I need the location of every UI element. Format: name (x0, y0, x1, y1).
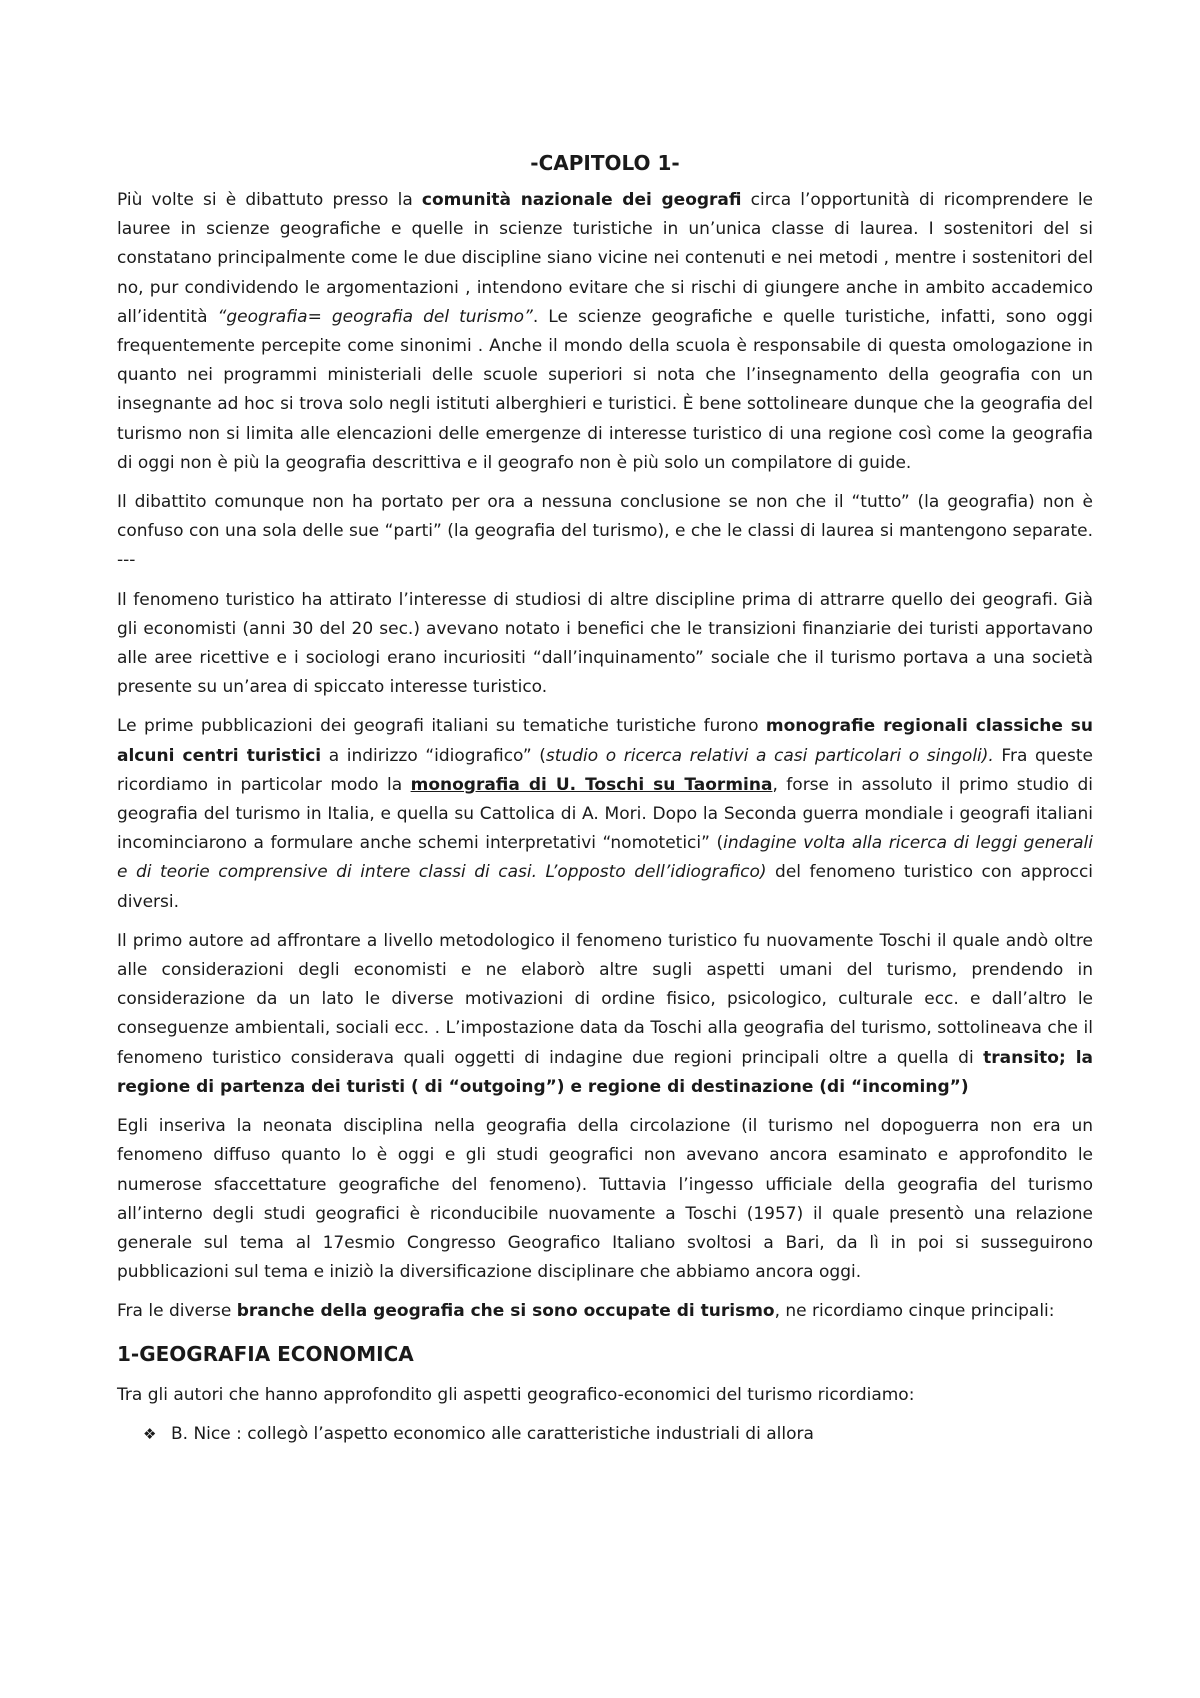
p4-italic-b: indagine volta alla ricerca di leggi generali e di teorie comprensive di intere classi di casi. L’opposto dell’idiografico) (117, 833, 1093, 883)
p4-text-c: a indirizzo “idiografico” ( (321, 745, 546, 766)
p4-bold-underlined: monografia di U. Toschi su Taormina (410, 774, 773, 795)
bullet-author: B. Nice : (171, 1423, 242, 1444)
p4-text-i: del fenomeno turistico con approcci diversi. (117, 862, 1094, 912)
bullet-text (171, 1420, 814, 1449)
paragraph-3: Il fenomeno turistico ha attirato l’interesse di studiosi di altre discipline prima di attrarre quello dei geografi. Già gli economisti (anni 30 del 20 sec.) avevano notato i benefici che le transizioni finanziarie dei turisti apportavano alle aree ricettive e i sociologi erano incuriositi “dall’inquinamento” sociale che il turismo portava a una società presente su un’area di spiccato interesse turistico. (117, 589, 1093, 698)
p1-italic: “geografia= geografia del turismo” (217, 306, 533, 327)
p4-italic-a: studio o ricerca relativi a casi particolari o singoli). (545, 745, 994, 766)
p1-text-a: Più volte si è dibattuto presso la (117, 190, 422, 210)
paragraph-7 (117, 1297, 1093, 1326)
p7-bold: branche della geografia che si sono occupate di turismo (236, 1301, 775, 1322)
p7-text-a: Fra le diverse (117, 1301, 237, 1322)
p1-text-c: . Le scienze geografiche e quelle turistiche, infatti, sono oggi frequentemente percepite come sinonimi . Anche il mondo della scuola è responsabile di questa omologazione in quanto nei programmi ministeriali delle scuole superiori si nota che l’insegnamento della geografia con un insegnante ad hoc si trova solo negli istituti alberghieri e turistici. È bene sottolineare dunque che la geografia del turismo non si limita alle elencazioni delle emergenze di interesse turistico di una regione così come la geografia di oggi non è più la geografia descrittiva e il geografo non è più solo un compilatore di guide. (117, 306, 1094, 473)
chapter-title: -CAPITOLO 1- (530, 151, 680, 175)
paragraph-8: Tra gli autori che hanno approfondito gli aspetti geografico-economici del turismo ricordiamo: (117, 1384, 915, 1405)
p4-text-e: Fra queste ricordiamo in particolar modo la (117, 745, 1093, 795)
p4-text-g: , forse in assoluto il primo studio di geografia del turismo in Italia, e quella su Cattolica di A. Mori. Dopo la Seconda guerra mondiale i geografi italiani incominciarono a formulare anche schemi interpretativi “nomotetici” ( (117, 774, 1093, 854)
bullet-item (117, 1420, 1093, 1449)
section-heading: 1-GEOGRAFIA ECONOMICA (117, 1341, 414, 1366)
p4-bold: monografie regionali classiche su alcuni centri turistici (117, 716, 1093, 766)
p1-bold: comunità nazionale dei geografi (421, 190, 742, 210)
diamond-bullet-icon: ❖ (143, 1424, 157, 1443)
paragraph-1 (117, 186, 1093, 478)
p4-text-a: Le prime pubblicazioni dei geografi italiani su tematiche turistiche furono (117, 716, 766, 737)
paragraph-4 (117, 712, 1093, 916)
p1-text-b: circa l’opportunità di ricomprendere le lauree in scienze geografiche e quelle in scienze turistiche in un’unica classe di laurea. I sostenitori del si constatano principalmente come le due discipline siano vicine nei contenuti e nei metodi , mentre i sostenitori del no, pur condividendo le argomentazioni , intendono evitare che si rischi di giungere anche in ambito accademico all’identità (117, 190, 1094, 327)
p7-text-c: , ne ricordiamo cinque principali: (774, 1301, 1055, 1322)
bullet-description: collegò l’aspetto economico alle caratteristiche industriali di allora (241, 1423, 814, 1444)
p5-text-a: Il primo autore ad affrontare a livello metodologico il fenomeno turistico fu nuovamente Toschi il quale andò oltre alle considerazioni degli economisti e ne elaborò altre sugli aspetti umani del turismo, prendendo in considerazione da un lato le diverse motivazioni di ordine fisico, psicologico, culturale ecc. e dall’altro le conseguenze ambientali, sociali ecc. . L’impostazione data da Toschi alla geografia del turismo, sottolineava che il fenomeno turistico considerava quali oggetti di indagine due regioni principali oltre a quella di (117, 930, 1093, 1068)
paragraph-6: Egli inseriva la neonata disciplina nella geografia della circolazione (il turismo nel dopoguerra non era un fenomeno diffuso quanto lo è oggi e gli studi geografici non avevano ancora esaminato e approfondito le numerose sfaccettature geografiche del fenomeno). Tuttavia l’ingesso ufficiale della geografia del turismo all’interno degli studi geografici è riconducibile nuovamente a Toschi (1957) il quale presentò una relazione generale sul tema al 17esmio Congresso Geografico Italiano svoltosi a Bari, da lì in poi si susseguirono pubblicazioni sul tema e iniziò la diversificazione disciplinare che abbiamo ancora oggi. (117, 1116, 1093, 1283)
paragraph-2: Il dibattito comunque non ha portato per ora a nessuna conclusione se non che il “tutto” (la geografia) non è confuso con una sola delle sue “parti” (la geografia del turismo), e che le classi di laurea si mantengono separate. --- (117, 492, 1093, 571)
paragraph-5 (117, 927, 1093, 1102)
p5-bold: transito; la regione di partenza dei turisti ( di “outgoing”) e regione di destinazione (di “incoming”) (117, 1047, 1093, 1097)
